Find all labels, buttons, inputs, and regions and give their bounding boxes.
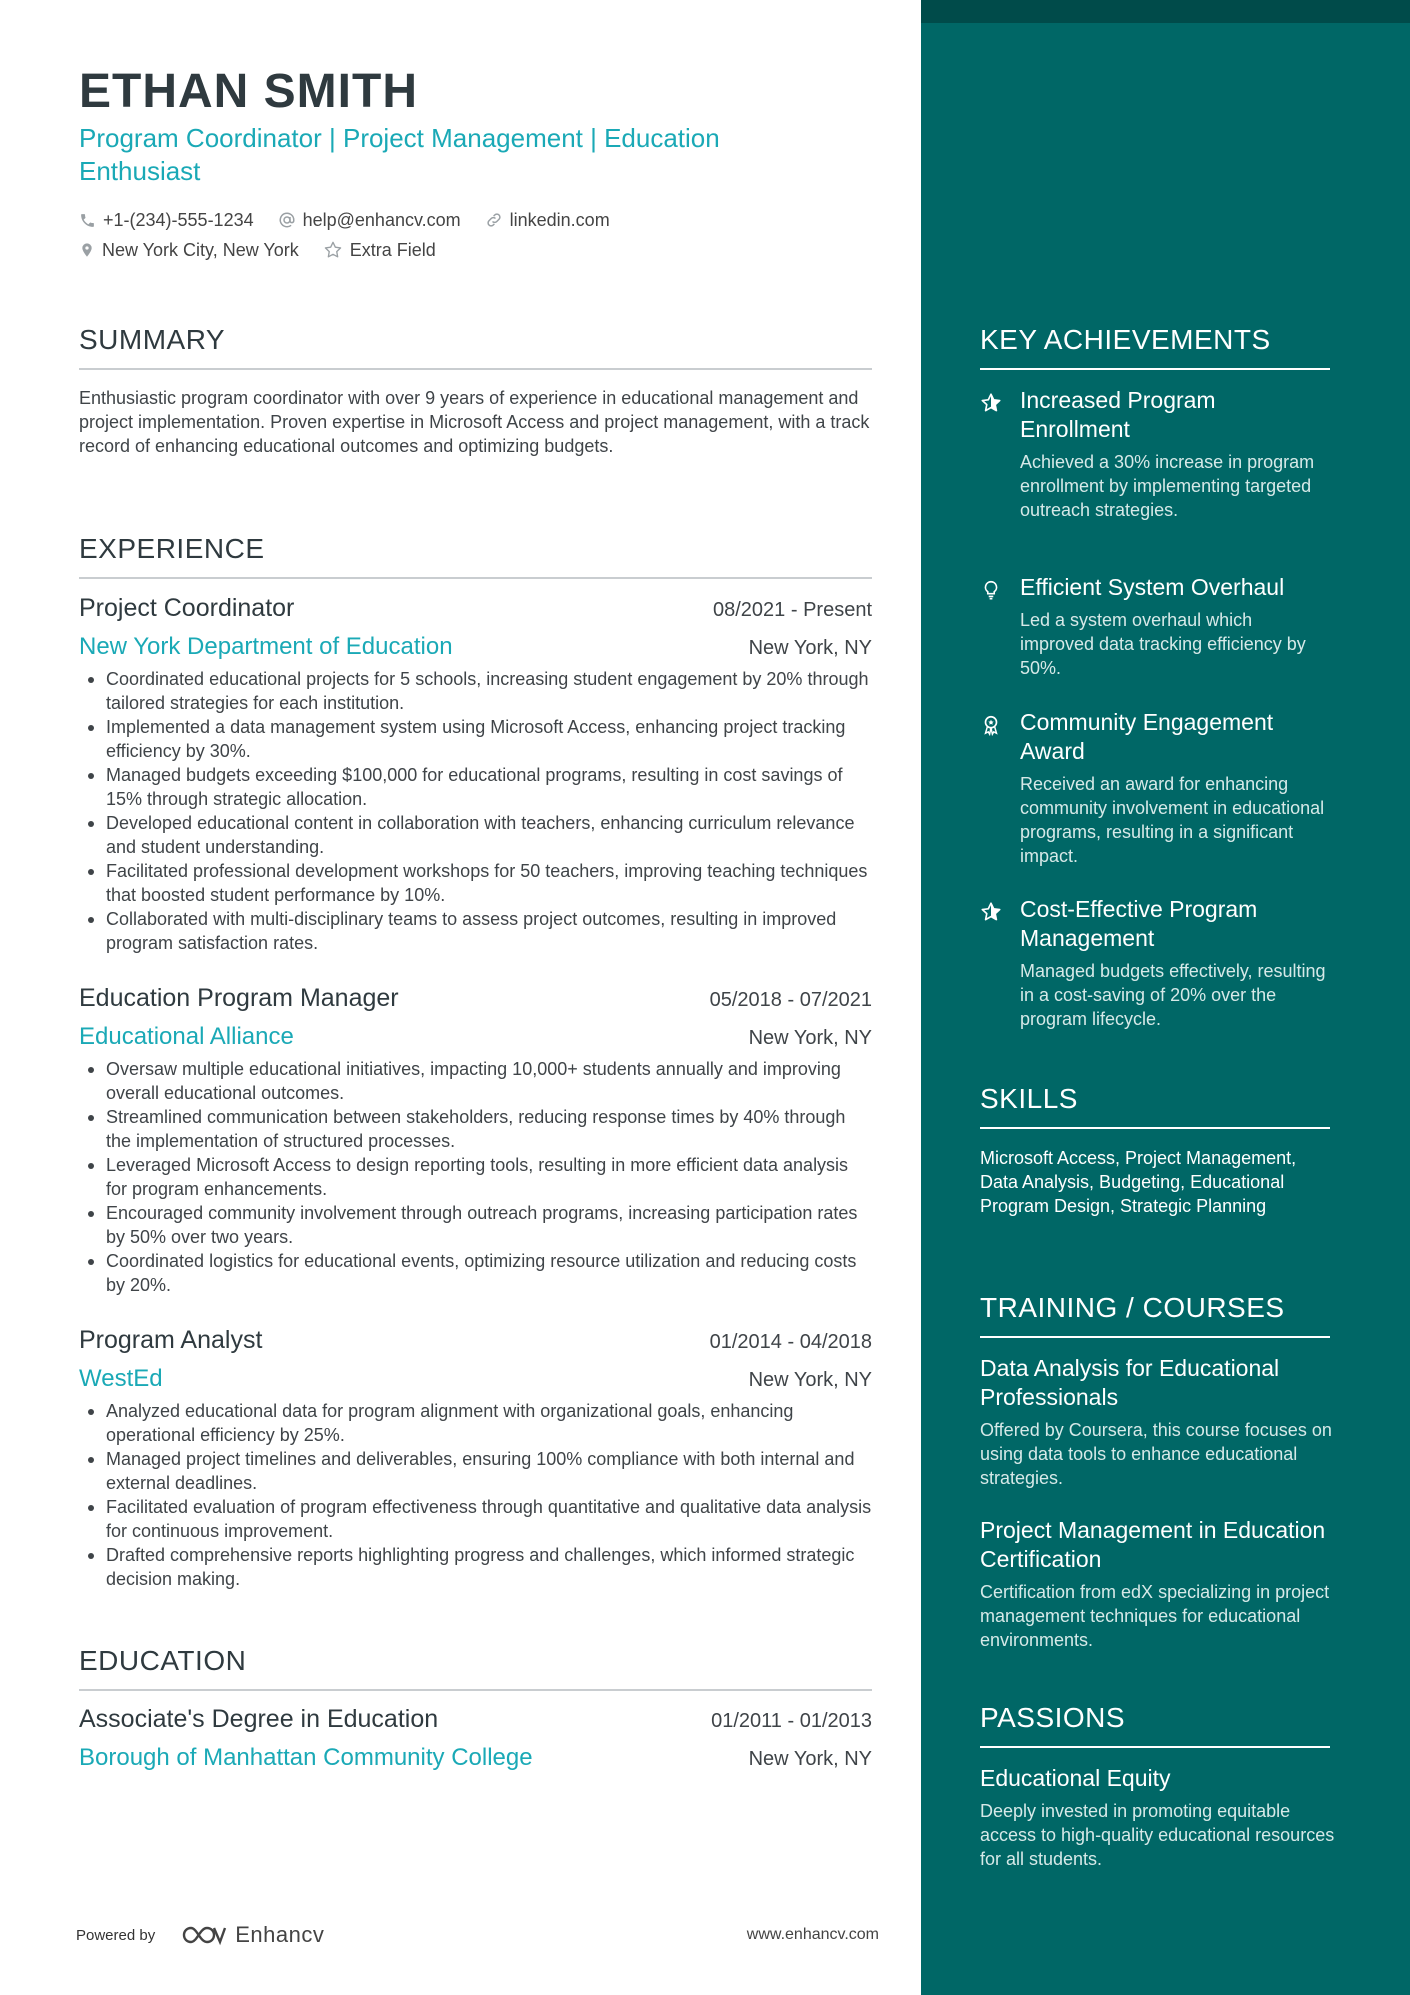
achievement-title: Efficient System Overhaul <box>1020 574 1285 600</box>
location-text: New York City, New York <box>102 239 299 260</box>
list-item: Facilitated professional development workshops for 50 teachers, improving teaching techniques that boosted student performance by 10%. <box>79 859 872 907</box>
course-item <box>980 1354 1340 1490</box>
achievement-item <box>980 708 1330 868</box>
course-desc: Certification from edX specializing in project management techniques for educational environments. <box>980 1582 1330 1650</box>
education-heading: EDUCATION <box>79 1645 872 1691</box>
contact-extra <box>323 240 436 261</box>
achievement-desc: Received an award for enhancing community involvement in educational programs, resulting in a significant impact. <box>1020 774 1325 866</box>
education-location: New York, NY <box>748 1748 872 1770</box>
achievements-heading: KEY ACHIEVEMENTS <box>980 324 1330 370</box>
job-organization: New York Department of Education <box>79 633 453 660</box>
list-item: Facilitated evaluation of program effectiveness through quantitative and qualitative data analysis for continuous improvement. <box>79 1495 872 1543</box>
course-item <box>980 1516 1340 1652</box>
course-title: Project Management in Education Certification <box>980 1517 1326 1572</box>
school-name: Borough of Manhattan Community College <box>79 1744 533 1771</box>
achievement-title: Cost-Effective Program Management <box>1020 896 1258 951</box>
award-icon <box>980 714 1002 736</box>
contact-email[interactable] <box>278 210 461 231</box>
job-location: New York, NY <box>748 1027 872 1049</box>
achievement-title: Increased Program Enrollment <box>1020 387 1216 442</box>
list-item: Developed educational content in collaboration with teachers, enhancing curriculum relevance and student understanding. <box>79 811 872 859</box>
contact-phone[interactable] <box>79 210 254 231</box>
list-item: Managed project timelines and deliverables, ensuring 100% compliance with both internal and external deadlines. <box>79 1447 872 1495</box>
skills-heading: SKILLS <box>980 1083 1330 1129</box>
link-icon <box>485 211 503 229</box>
list-item: Coordinated logistics for educational events, optimizing resource utilization and reducing costs by 20%. <box>79 1249 872 1297</box>
achievement-title: Community Engagement Award <box>1020 709 1274 764</box>
star-outline-icon <box>323 240 343 260</box>
education-entry <box>79 1705 872 1772</box>
list-item: Implemented a data management system using Microsoft Access, enhancing project tracking efficiency by 30%. <box>79 715 872 763</box>
list-item: Drafted comprehensive reports highlighting progress and challenges, which informed strategic decision making. <box>79 1543 872 1591</box>
star-icon <box>980 392 1002 414</box>
linkedin-text: linkedin.com <box>509 209 610 230</box>
candidate-name: ETHAN SMITH <box>79 65 418 118</box>
contact-linkedin[interactable] <box>485 210 610 231</box>
passions-heading: PASSIONS <box>980 1702 1330 1748</box>
list-item: Encouraged community involvement through outreach programs, increasing participation rates by 50% over two years. <box>79 1201 872 1249</box>
list-item: Managed budgets exceeding $100,000 for educational programs, resulting in cost savings of 15% through strategic allocation. <box>79 763 872 811</box>
location-pin-icon <box>79 241 95 259</box>
list-item: Analyzed educational data for program alignment with organizational goals, enhancing operational efficiency by 25%. <box>79 1399 872 1447</box>
list-item: Streamlined communication between stakeholders, reducing response times by 40% through the implementation of structured processes. <box>79 1105 872 1153</box>
star-icon <box>980 901 1002 923</box>
footer <box>76 1915 879 1955</box>
skills-text: Microsoft Access, Project Management, Data Analysis, Budgeting, Educational Program Design, Strategic Planning <box>980 1148 1297 1216</box>
education-date: 01/2011 - 01/2013 <box>711 1710 872 1732</box>
job-date: 05/2018 - 07/2021 <box>709 989 872 1011</box>
job-date: 08/2021 - Present <box>713 599 872 621</box>
achievement-item <box>980 573 1330 680</box>
job-title: Project Coordinator <box>79 594 295 622</box>
contact-info <box>79 205 869 265</box>
job-organization: Educational Alliance <box>79 1023 294 1050</box>
training-heading: TRAINING / COURSES <box>980 1292 1330 1338</box>
passion-desc: Deeply invested in promoting equitable access to high-quality educational resources for all students. <box>980 1801 1335 1869</box>
achievement-desc: Led a system overhaul which improved data tracking efficiency by 50%. <box>1020 610 1306 678</box>
job-bullets <box>79 1057 872 1297</box>
passion-title: Educational Equity <box>980 1765 1171 1791</box>
job-title: Education Program Manager <box>79 984 399 1012</box>
extra-field-text: Extra Field <box>349 239 436 260</box>
achievement-item <box>980 895 1330 1031</box>
job-bullets <box>79 1399 872 1591</box>
job-entry <box>79 984 872 1297</box>
at-icon <box>278 211 296 229</box>
list-item: Collaborated with multi-disciplinary teams to assess project outcomes, resulting in improved program satisfaction rates. <box>79 907 872 955</box>
job-location: New York, NY <box>748 637 872 659</box>
summary-text: Enthusiastic program coordinator with over 9 years of experience in educational management and project implementation. Proven expertise in Microsoft Access and project management, with a track record of enhancing educational outcomes and optimizing budgets. <box>79 388 870 456</box>
experience-heading: EXPERIENCE <box>79 533 872 579</box>
job-entry <box>79 594 872 955</box>
achievement-desc: Achieved a 30% increase in program enrollment by implementing targeted outreach strategies. <box>1020 452 1315 520</box>
powered-by-text: Powered by <box>76 1926 156 1944</box>
contact-location <box>79 240 299 261</box>
job-organization: WestEd <box>79 1365 163 1392</box>
candidate-headline: Program Coordinator | Project Management | Education Enthusiast <box>79 123 720 186</box>
phone-icon <box>79 212 96 229</box>
list-item: Oversaw multiple educational initiatives, impacting 10,000+ students annually and improving overall educational outcomes. <box>79 1057 872 1105</box>
job-date: 01/2014 - 04/2018 <box>709 1331 872 1353</box>
achievement-item <box>980 386 1330 522</box>
job-location: New York, NY <box>748 1369 872 1391</box>
sidebar-top-band <box>921 0 1410 23</box>
job-bullets <box>79 667 872 955</box>
course-desc: Offered by Coursera, this course focuses on using data tools to enhance educational strategies. <box>980 1420 1332 1488</box>
job-entry <box>79 1326 872 1591</box>
phone-text: +1-(234)-555-1234 <box>103 209 254 230</box>
degree-title: Associate's Degree in Education <box>79 1705 439 1733</box>
brand-name[interactable]: Enhancv <box>235 1922 325 1947</box>
job-title: Program Analyst <box>79 1326 263 1354</box>
passion-item <box>980 1764 1340 1871</box>
achievement-desc: Managed budgets effectively, resulting in a cost-saving of 20% over the program lifecycle. <box>1020 961 1326 1029</box>
summary-heading: SUMMARY <box>79 324 872 370</box>
list-item: Coordinated educational projects for 5 schools, increasing student engagement by 20% through tailored strategies for each institution. <box>79 667 872 715</box>
lightbulb-icon <box>980 579 1002 601</box>
footer-url[interactable]: www.enhancv.com <box>746 1926 879 1943</box>
course-title: Data Analysis for Educational Professionals <box>980 1355 1280 1410</box>
list-item: Leveraged Microsoft Access to design reporting tools, resulting in more efficient data analysis for program enhancements. <box>79 1153 872 1201</box>
email-text: help@enhancv.com <box>302 209 461 230</box>
enhancv-logo-icon[interactable] <box>181 1924 227 1946</box>
